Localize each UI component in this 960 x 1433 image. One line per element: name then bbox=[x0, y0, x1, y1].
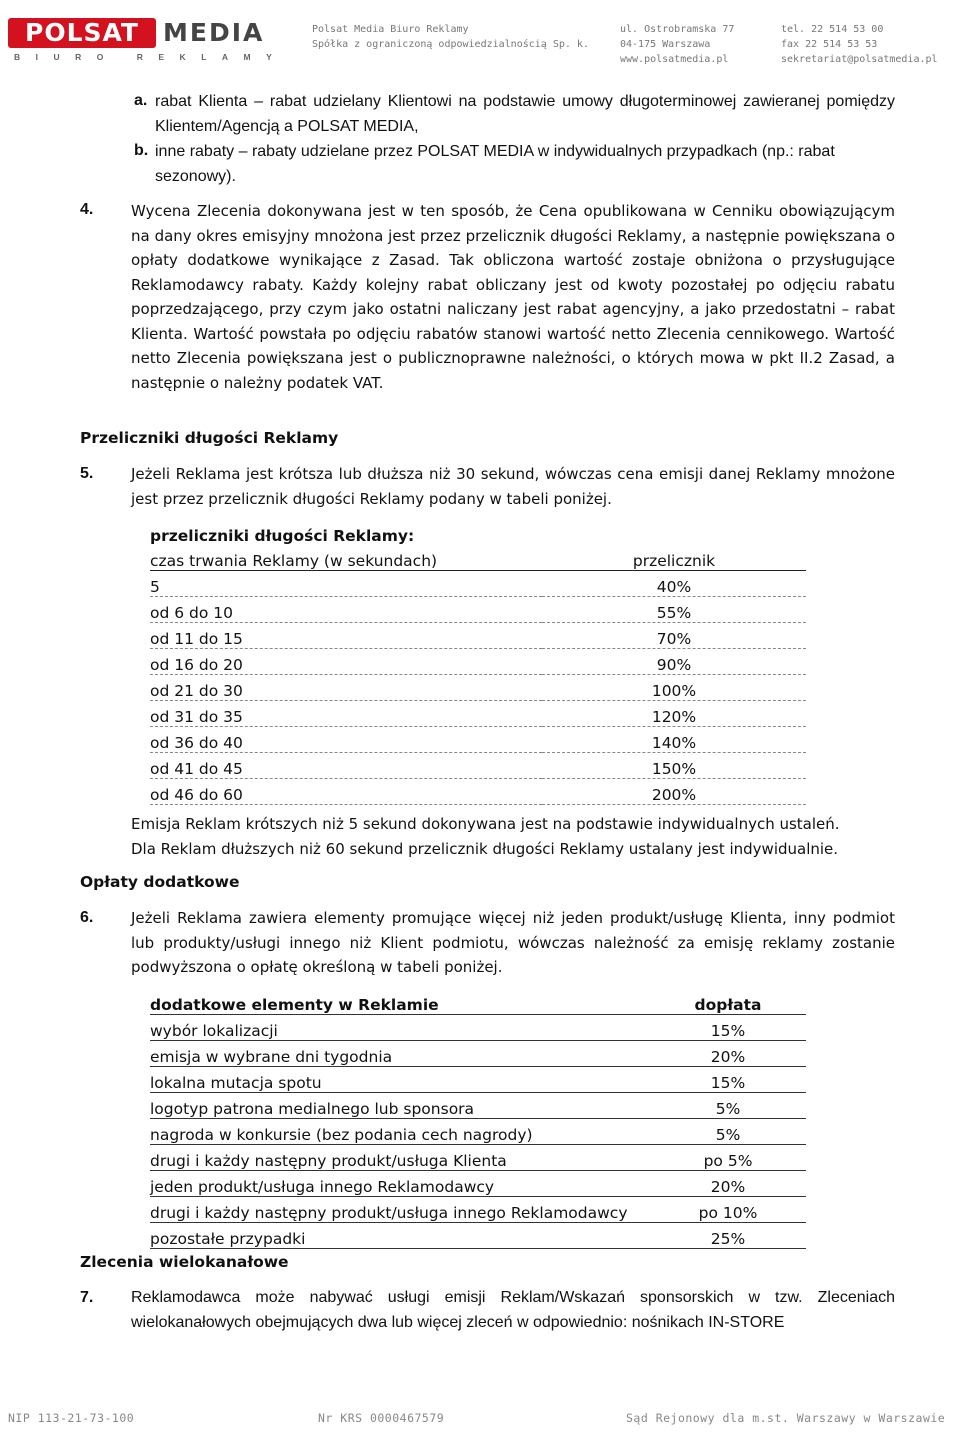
list-text-a: rabat Klienta – rabat udzielany Klientowi na podstawie umowy długoterminowej zawieranej pomiędzy Klientem/Agencją a POLSAT MEDIA, bbox=[155, 93, 895, 135]
table-cell: 5% bbox=[650, 1093, 806, 1119]
heading-additional-fees: Opłaty dodatkowe bbox=[80, 873, 240, 891]
table-2-header-elements: dodatkowe elementy w Reklamie bbox=[150, 989, 650, 1015]
table-cell: od 11 do 15 bbox=[150, 623, 542, 649]
table-row bbox=[150, 1067, 806, 1093]
table-row bbox=[150, 1041, 806, 1067]
point-5-number: 5. bbox=[80, 465, 94, 482]
table-row bbox=[150, 649, 806, 675]
list-label-b: b. bbox=[134, 142, 149, 159]
table-cell: od 21 do 30 bbox=[150, 675, 542, 701]
company-name: Polsat Media Biuro Reklamy bbox=[312, 24, 469, 35]
table-cell: emisja w wybrane dni tygodnia bbox=[150, 1041, 650, 1067]
table-cell: 70% bbox=[542, 623, 806, 649]
table-cell: lokalna mutacja spotu bbox=[150, 1067, 650, 1093]
table-cell: nagroda w konkursie (bez podania cech nagrody) bbox=[150, 1119, 650, 1145]
website-link[interactable]: www.polsatmedia.pl bbox=[620, 54, 729, 65]
list-label-a: a. bbox=[134, 92, 148, 109]
footer-court: Sąd Rejonowy dla m.st. Warszawy w Warszawie bbox=[626, 1411, 946, 1425]
table-row bbox=[150, 1093, 806, 1119]
point-7-text: Reklamodawca może nabywać usługi emisji Reklam/Wskazań sponsorskich w tzw. Zleceniach wielokanałowych obejmujących dwa lub więcej zleceń w odpowiednio: nośnikach IN-STORE bbox=[131, 1289, 895, 1331]
point-4-text: Wycena Zlecenia dokonywana jest w ten sposób, że Cena opublikowana w Cenniku obowiązującym na dany okres emisyjny mnożona jest przez przelicznik długości Reklamy, a następnie powiększana o opłaty dodatkowe wynikające z Zasad. Tak obliczona wartość zostaje obniżona o przysługujące Reklamodawcy rabaty. Każdy kolejny rabat obliczany jest od kwoty pozostałej po odjęciu rabatu poprzedzającego, przy czym jako ostatni naliczany jest rabat agencyjny, a jako przedostatni – rabat Klienta. Wartość powstała po odjęciu rabatów stanowi wartość netto Zlecenia cennikowego. Wartość netto Zlecenia powiększana jest o publicznoprawne należności, o których mowa w pkt II.2 Zasad, a następnie o należny podatek VAT. bbox=[131, 202, 895, 392]
table-cell: 140% bbox=[542, 727, 806, 753]
point-6-number: 6. bbox=[80, 909, 94, 926]
table-cell: po 10% bbox=[650, 1197, 806, 1223]
address-info bbox=[620, 22, 734, 67]
table-1-header-duration: czas trwania Reklamy (w sekundach) bbox=[150, 545, 542, 571]
table-row bbox=[150, 1223, 806, 1249]
footer-nip: NIP 113-21-73-100 bbox=[8, 1411, 135, 1425]
email-link[interactable]: sekretariat@polsatmedia.pl bbox=[781, 54, 938, 65]
table-row bbox=[150, 597, 806, 623]
table-row bbox=[150, 1145, 806, 1171]
table-row bbox=[150, 753, 806, 779]
note-long-ads: Dla Reklam dłuższych niż 60 sekund przelicznik długości Reklamy ustalany jest indywidualnie. bbox=[131, 840, 839, 858]
table-cell: 55% bbox=[542, 597, 806, 623]
additional-fees-table bbox=[150, 989, 806, 1249]
table-cell: 15% bbox=[650, 1015, 806, 1041]
table-cell: od 36 do 40 bbox=[150, 727, 542, 753]
length-multiplier-table bbox=[150, 520, 806, 805]
table-cell: od 46 do 60 bbox=[150, 779, 542, 805]
table-cell: 5 bbox=[150, 571, 542, 597]
media-logo-text: MEDIA bbox=[163, 18, 265, 47]
table-2-header-surcharge: dopłata bbox=[650, 989, 806, 1015]
table-cell: jeden produkt/usługa innego Reklamodawcy bbox=[150, 1171, 650, 1197]
table-cell: od 41 do 45 bbox=[150, 753, 542, 779]
company-info bbox=[312, 22, 589, 52]
table-row bbox=[150, 1197, 806, 1223]
company-form: Spółka z ograniczoną odpowiedzialnością Sp. k. bbox=[312, 39, 589, 50]
letterhead bbox=[0, 0, 960, 80]
fax: fax 22 514 53 53 bbox=[781, 39, 878, 50]
table-row bbox=[150, 1015, 806, 1041]
list-text-b: inne rabaty – rabaty udzielane przez POLSAT MEDIA w indywidualnych przypadkach (np.: rabat sezonowy). bbox=[155, 143, 835, 185]
table-cell: od 16 do 20 bbox=[150, 649, 542, 675]
table-cell: 20% bbox=[650, 1041, 806, 1067]
footer-krs: Nr KRS 0000467579 bbox=[318, 1411, 445, 1425]
polsat-logo: POLSAT bbox=[8, 18, 156, 48]
point-6-text: Jeżeli Reklama zawiera elementy promujące więcej niż jeden produkt/usługę Klienta, inny podmiot lub produkty/usługi innego niż Klient podmiotu, wówczas należność za emisję reklamy zostanie podwyższona o opłatę określoną w tabeli poniżej. bbox=[131, 909, 895, 976]
table-cell: wybór lokalizacji bbox=[150, 1015, 650, 1041]
table-row bbox=[150, 1171, 806, 1197]
table-row bbox=[150, 701, 806, 727]
point-5-text: Jeżeli Reklama jest krótsza lub dłuższa niż 30 sekund, wówczas cena emisji danej Reklamy mnożone jest przez przelicznik długości Reklamy podany w tabeli poniżej. bbox=[131, 465, 895, 508]
point-7-number: 7. bbox=[80, 1289, 94, 1306]
table-cell: 120% bbox=[542, 701, 806, 727]
table-cell: 20% bbox=[650, 1171, 806, 1197]
table-cell: 200% bbox=[542, 779, 806, 805]
table-cell: logotyp patrona medialnego lub sponsora bbox=[150, 1093, 650, 1119]
table-cell: 150% bbox=[542, 753, 806, 779]
table-cell: 25% bbox=[650, 1223, 806, 1249]
heading-length-multipliers: Przeliczniki długości Reklamy bbox=[80, 429, 339, 447]
table-cell: po 5% bbox=[650, 1145, 806, 1171]
table-cell: od 6 do 10 bbox=[150, 597, 542, 623]
heading-multichannel-orders: Zlecenia wielokanałowe bbox=[80, 1253, 289, 1271]
table-cell: drugi i każdy następny produkt/usługa Klienta bbox=[150, 1145, 650, 1171]
table-cell: 100% bbox=[542, 675, 806, 701]
note-short-ads: Emisja Reklam krótszych niż 5 sekund dokonywana jest na podstawie indywidualnych ustaleń. bbox=[131, 815, 840, 833]
address-street: ul. Ostrobramska 77 bbox=[620, 24, 735, 35]
table-row bbox=[150, 675, 806, 701]
table-row bbox=[150, 623, 806, 649]
contact-info bbox=[781, 22, 938, 67]
table-1-title: przeliczniki długości Reklamy: bbox=[150, 527, 415, 545]
table-cell: 5% bbox=[650, 1119, 806, 1145]
table-cell: 40% bbox=[542, 571, 806, 597]
address-city: 04-175 Warszawa bbox=[620, 39, 711, 50]
phone: tel. 22 514 53 00 bbox=[781, 24, 884, 35]
table-row bbox=[150, 779, 806, 805]
table-cell: pozostałe przypadki bbox=[150, 1223, 650, 1249]
table-row bbox=[150, 1119, 806, 1145]
table-cell: 90% bbox=[542, 649, 806, 675]
table-row bbox=[150, 727, 806, 753]
table-row bbox=[150, 571, 806, 597]
table-cell: drugi i każdy następny produkt/usługa innego Reklamodawcy bbox=[150, 1197, 650, 1223]
logo-subtitle: BIURO REKLAMY bbox=[14, 52, 288, 62]
table-cell: od 31 do 35 bbox=[150, 701, 542, 727]
table-1-header-multiplier: przelicznik bbox=[542, 545, 806, 571]
table-cell: 15% bbox=[650, 1067, 806, 1093]
point-4-number: 4. bbox=[80, 201, 94, 218]
